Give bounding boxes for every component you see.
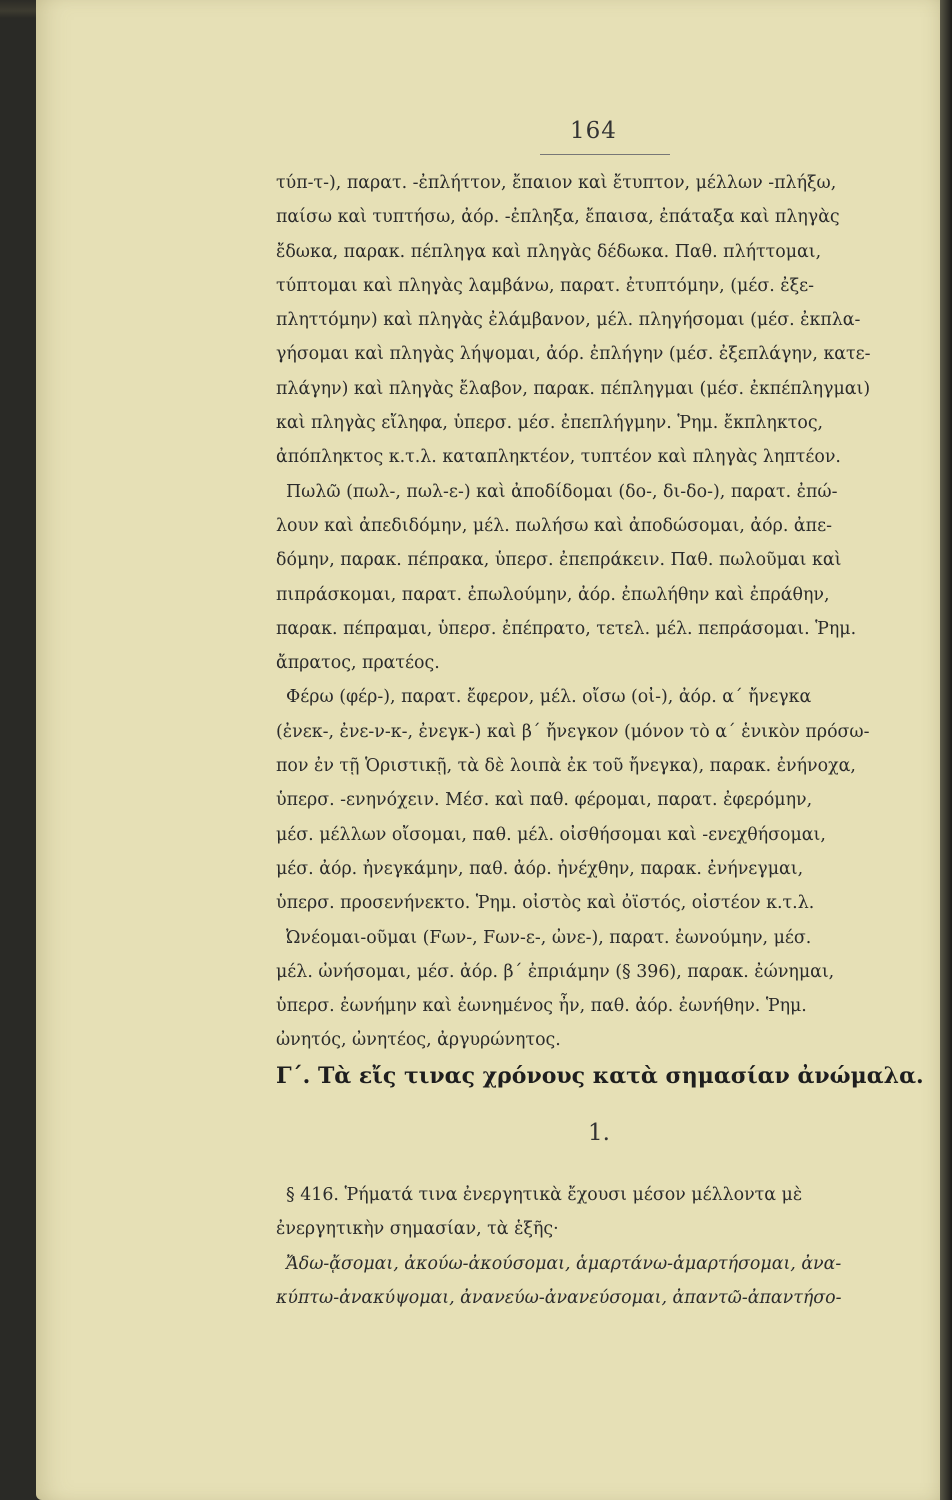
page-number: 164 [570, 118, 617, 144]
text-line: καὶ πληγὰς εἴληφα, ὑπερσ. μέσ. ἐπεπλήγμην. Ῥημ. ἔκπληκτος, [276, 413, 824, 434]
text-line: ἀπόπληκτος κ.τ.λ. καταπληκτέον, τυπτέον καὶ πληγὰς ληπτέον. [276, 447, 841, 468]
text-line: παίσω καὶ τυπτήσω, ἀόρ. -ἐπληξα, ἔπαισα, ἐπάταξα καὶ πληγὰς [276, 207, 840, 228]
text-line: § 416. Ῥήματά τινα ἐνεργητικὰ ἔχουσι μέσον μέλλοντα μὲ [286, 1185, 803, 1205]
text-line: (ἐνεκ-, ἐνε-ν-κ-, ἐνεγκ-) καὶ β΄ ἤνεγκον (μόνον τὸ α΄ ἑνικὸν πρόσω- [276, 721, 870, 742]
paragraph-416 [276, 1178, 940, 1315]
text-line: Φέρω (φέρ-), παρατ. ἔφερον, μέλ. οἴσω (οἰ-), ἀόρ. α΄ ἤνεγκα [286, 687, 812, 708]
text-line: δόμην, παρακ. πέπρακα, ὑπερσ. ἐπεπράκειν. Παθ. πωλοῦμαι καὶ [276, 550, 842, 571]
section-heading: Γ΄. Τὰ εἴς τινας χρόνους κατὰ σημασίαν ἀνώμαλα. [276, 1063, 924, 1089]
text-line: γήσομαι καὶ πληγὰς λήψομαι, ἀόρ. ἐπλήγην (μέσ. ἐξεπλάγην, κατε- [276, 344, 871, 365]
text-line: πληττόμην) καὶ πληγὰς ἐλάμβανον, μέλ. πληγήσομαι (μέσ. ἐκπλα- [276, 310, 861, 331]
text-line: ὑπερσ. ἐωνήμην καὶ ἐωνημένος ἦν, παθ. ἀόρ. ἐωνήθην. Ῥημ. [276, 996, 807, 1017]
text-line: ἐνεργητικὴν σημασίαν, τὰ ἑξῆς· [276, 1219, 559, 1240]
text-line: ἄπρατος, πρατέος. [276, 653, 440, 674]
text-line: πον ἐν τῇ Ὁριστικῇ, τὰ δὲ λοιπὰ ἐκ τοῦ ἤνεγκα), παρακ. ἐνήνοχα, [276, 756, 856, 777]
text-line: Ἄδω-ᾄσομαι, ἀκούω-ἀκούσομαι, ἁμαρτάνω-ἁμαρτήσομαι, ἀνα- [286, 1253, 842, 1274]
text-line: τύπ-τ-), παρατ. -ἐπλήττον, ἔπαιον καὶ ἔτυπτον, μέλλων -πλήξω, [276, 173, 837, 193]
body-text [276, 166, 940, 1058]
text-line: μέσ. μέλλων οἴσομαι, παθ. μέλ. οἰσθήσομαι καὶ -ενεχθήσομαι, [276, 824, 826, 845]
text-line: πλάγην) καὶ πληγὰς ἔλαβον, παρακ. πέπληγμαι (μέσ. ἐκπέπληγμαι) [276, 378, 871, 399]
text-line: ὑπερσ. προσενήνεκτο. Ῥημ. οἰστὸς καὶ ὀϊστός, οἰστέον κ.τ.λ. [276, 893, 815, 914]
text-line: τύπτομαι καὶ πληγὰς λαμβάνω, παρατ. ἐτυπτόμην, (μέσ. ἐξε- [276, 275, 815, 296]
text-line: Πωλῶ (πωλ-, πωλ-ε-) καὶ ἀποδίδομαι (δο-, δι-δο-), παρατ. ἐπώ- [286, 481, 838, 502]
text-line: παρακ. πέπραμαι, ὑπερσ. ἐπέπρατο, τετελ. μέλ. πεπράσομαι. Ῥημ. [276, 618, 857, 639]
scan-right-edge [940, 0, 952, 1500]
text-line: μέλ. ὠνήσομαι, μέσ. ἀόρ. β΄ ἐπριάμην (§ 396), παρακ. ἐώνημαι, [276, 961, 835, 982]
text-line: ὑπερσ. -ενηνόχειν. Μέσ. καὶ παθ. φέρομαι, παρατ. ἐφερόμην, [276, 790, 813, 811]
section-number: 1. [588, 1120, 610, 1146]
text-line: κύπτω-ἀνακύψομαι, ἀνανεύω-ἀνανεύσομαι, ἀπαντῶ-ἀπαντήσο- [276, 1287, 842, 1308]
text-line: μέσ. ἀόρ. ἠνεγκάμην, παθ. ἀόρ. ἠνέχθην, παρακ. ἐνήνεγμαι, [276, 858, 804, 879]
text-line: ὠνητός, ὠνητέος, ἀργυρώνητος. [276, 1030, 561, 1051]
text-line: λουν καὶ ἀπεδιδόμην, μέλ. πωλήσω καὶ ἀποδώσομαι, ἀόρ. ἀπε- [276, 515, 832, 536]
text-line: πιπράσκομαι, παρατ. ἐπωλούμην, ἀόρ. ἐπωλήθην καὶ ἐπράθην, [276, 584, 830, 605]
page-number-underline [540, 154, 670, 155]
text-line: ἔδωκα, παρακ. πέπληγα καὶ πληγὰς δέδωκα. Παθ. πλήττομαι, [276, 241, 822, 262]
text-line: Ὠνέομαι-οῦμαι (Fων-, Fων-ε-, ὠνε-), παρατ. ἐωνούμην, μέσ. [286, 927, 812, 948]
